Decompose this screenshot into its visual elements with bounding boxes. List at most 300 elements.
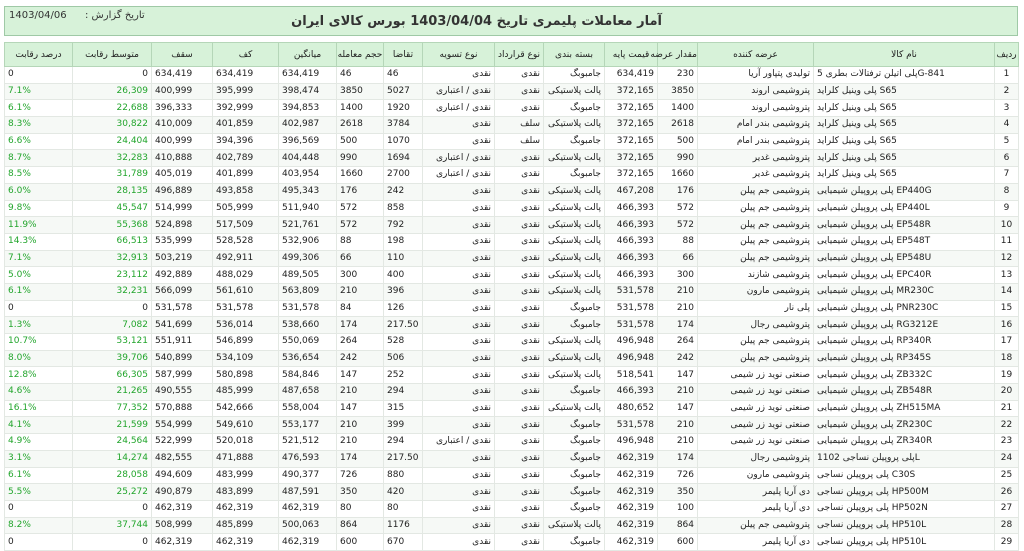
cell-competition-percent: 0 [5, 534, 73, 551]
cell-avg-competition: 24,404 [73, 133, 152, 150]
cell-trade-volume: 176 [337, 183, 384, 200]
cell-packaging: جامبوبگ [544, 417, 605, 434]
cell-packaging: جامبوبگ [544, 67, 605, 84]
column-header-average-price: میانگین [279, 43, 337, 67]
cell-demand: 198 [384, 233, 423, 250]
cell-offer-volume: 2618 [658, 117, 698, 134]
cell-packaging: جامبوبگ [544, 534, 605, 551]
cell-min-price: 531,578 [213, 300, 279, 317]
cell-contract-type: نقدی [495, 467, 544, 484]
table-row [5, 250, 1019, 267]
cell-competition-percent: 4.1% [5, 417, 73, 434]
cell-average-price: 462,319 [279, 500, 337, 517]
cell-max-price: 400,999 [152, 83, 213, 100]
cell-demand: 252 [384, 367, 423, 384]
cell-row-number: 17 [995, 334, 1019, 351]
table-row [5, 400, 1019, 417]
table-row [5, 434, 1019, 451]
cell-min-price: 634,419 [213, 67, 279, 84]
table-row [5, 233, 1019, 250]
cell-base-price: 531,578 [605, 317, 658, 334]
cell-min-price: 401,899 [213, 167, 279, 184]
cell-max-price: 566,099 [152, 283, 213, 300]
cell-min-price: 542,666 [213, 400, 279, 417]
cell-average-price: 403,954 [279, 167, 337, 184]
column-header-avg-competition: متوسط رقابت [73, 43, 152, 67]
trades-table [4, 42, 1019, 551]
cell-settlement-type: نقدی / اعتباری [423, 150, 495, 167]
cell-average-price: 553,177 [279, 417, 337, 434]
cell-competition-percent: 4.6% [5, 384, 73, 401]
cell-contract-type: نقدی [495, 450, 544, 467]
cell-competition-percent: 6.1% [5, 100, 73, 117]
cell-supplier: صنعتی نوید زر شیمی [698, 400, 814, 417]
cell-base-price: 531,578 [605, 300, 658, 317]
cell-settlement-type: نقدی / اعتباری [423, 434, 495, 451]
cell-product-name: پلی اتیلن ترفتالات بطری 5G-841 [814, 67, 995, 84]
cell-supplier: پتروشیمی اروند [698, 83, 814, 100]
cell-max-price: 400,999 [152, 133, 213, 150]
cell-competition-percent: 8.7% [5, 150, 73, 167]
cell-product-name: پلی وینیل کلراید S65 [814, 117, 995, 134]
cell-base-price: 466,393 [605, 200, 658, 217]
cell-competition-percent: 8.2% [5, 517, 73, 534]
cell-average-price: 558,004 [279, 400, 337, 417]
cell-supplier: پتروشیمی جم پیلن [698, 517, 814, 534]
cell-packaging: جامبوبگ [544, 167, 605, 184]
cell-max-price: 531,578 [152, 300, 213, 317]
cell-min-price: 488,029 [213, 267, 279, 284]
cell-settlement-type: نقدی [423, 450, 495, 467]
cell-demand: 400 [384, 267, 423, 284]
cell-row-number: 26 [995, 484, 1019, 501]
cell-product-name: پلی پروپیلن شیمیایی MR230C [814, 283, 995, 300]
cell-average-price: 402,987 [279, 117, 337, 134]
table-row [5, 283, 1019, 300]
cell-supplier: پتروشیمی جم پیلن [698, 250, 814, 267]
cell-packaging: پالت پلاستیکی [544, 267, 605, 284]
cell-average-price: 563,809 [279, 283, 337, 300]
cell-base-price: 466,393 [605, 250, 658, 267]
cell-contract-type: نقدی [495, 334, 544, 351]
cell-demand: 5027 [384, 83, 423, 100]
cell-base-price: 372,165 [605, 133, 658, 150]
cell-row-number: 21 [995, 400, 1019, 417]
cell-min-price: 394,396 [213, 133, 279, 150]
cell-settlement-type: نقدی [423, 317, 495, 334]
table-row [5, 117, 1019, 134]
table-row [5, 83, 1019, 100]
cell-demand: 506 [384, 350, 423, 367]
cell-min-price: 520,018 [213, 434, 279, 451]
cell-average-price: 398,474 [279, 83, 337, 100]
cell-average-price: 462,319 [279, 534, 337, 551]
cell-packaging: جامبوبگ [544, 300, 605, 317]
cell-demand: 315 [384, 400, 423, 417]
cell-average-price: 476,593 [279, 450, 337, 467]
cell-avg-competition: 21,265 [73, 384, 152, 401]
cell-row-number: 1 [995, 67, 1019, 84]
cell-avg-competition: 7,082 [73, 317, 152, 334]
cell-avg-competition: 37,744 [73, 517, 152, 534]
cell-base-price: 372,165 [605, 117, 658, 134]
cell-demand: 217.50 [384, 317, 423, 334]
cell-demand: 294 [384, 384, 423, 401]
cell-row-number: 16 [995, 317, 1019, 334]
cell-trade-volume: 174 [337, 450, 384, 467]
cell-offer-volume: 264 [658, 334, 698, 351]
cell-competition-percent: 5.5% [5, 484, 73, 501]
cell-supplier: پلی نار [698, 300, 814, 317]
cell-average-price: 500,063 [279, 517, 337, 534]
cell-row-number: 10 [995, 217, 1019, 234]
cell-average-price: 521,761 [279, 217, 337, 234]
cell-competition-percent: 14.3% [5, 233, 73, 250]
cell-average-price: 495,343 [279, 183, 337, 200]
cell-settlement-type: نقدی [423, 250, 495, 267]
cell-demand: 217.50 [384, 450, 423, 467]
cell-demand: 670 [384, 534, 423, 551]
cell-packaging: پالت پلاستیکی [544, 350, 605, 367]
cell-avg-competition: 55,368 [73, 217, 152, 234]
cell-min-price: 549,610 [213, 417, 279, 434]
cell-base-price: 462,319 [605, 450, 658, 467]
cell-max-price: 524,898 [152, 217, 213, 234]
cell-min-price: 528,528 [213, 233, 279, 250]
cell-supplier: پتروشیمی رجال [698, 450, 814, 467]
cell-min-price: 534,109 [213, 350, 279, 367]
cell-packaging: جامبوبگ [544, 500, 605, 517]
cell-min-price: 536,014 [213, 317, 279, 334]
cell-average-price: 489,505 [279, 267, 337, 284]
cell-offer-volume: 300 [658, 267, 698, 284]
cell-supplier: صنعتی نوید زر شیمی [698, 384, 814, 401]
cell-competition-percent: 6.0% [5, 183, 73, 200]
cell-trade-volume: 350 [337, 484, 384, 501]
cell-offer-volume: 210 [658, 417, 698, 434]
column-header-offer-volume: مقدار عرضه [658, 43, 698, 67]
cell-demand: 880 [384, 467, 423, 484]
cell-max-price: 535,999 [152, 233, 213, 250]
cell-product-name: پلی پروپیلن شیمیایی ZR230C [814, 417, 995, 434]
cell-supplier: پتروشیمی غدیر [698, 150, 814, 167]
cell-supplier: پتروشیمی جم پیلن [698, 233, 814, 250]
table-row [5, 67, 1019, 84]
cell-product-name: پلی پروپیلن نساجی C30S [814, 467, 995, 484]
cell-max-price: 396,333 [152, 100, 213, 117]
cell-offer-volume: 572 [658, 217, 698, 234]
cell-settlement-type: نقدی [423, 417, 495, 434]
cell-avg-competition: 0 [73, 67, 152, 84]
cell-max-price: 490,555 [152, 384, 213, 401]
cell-min-price: 462,319 [213, 534, 279, 551]
cell-settlement-type: نقدی [423, 133, 495, 150]
cell-min-price: 493,858 [213, 183, 279, 200]
cell-supplier: پتروشیمی جم پیلن [698, 217, 814, 234]
cell-offer-volume: 990 [658, 150, 698, 167]
cell-packaging: جامبوبگ [544, 450, 605, 467]
cell-contract-type: نقدی [495, 500, 544, 517]
cell-settlement-type: نقدی [423, 367, 495, 384]
cell-base-price: 496,948 [605, 350, 658, 367]
cell-product-name: پلی پروپیلن شیمیایی EP548U [814, 250, 995, 267]
cell-row-number: 11 [995, 233, 1019, 250]
cell-contract-type: سلف [495, 117, 544, 134]
cell-row-number: 14 [995, 283, 1019, 300]
cell-max-price: 587,999 [152, 367, 213, 384]
cell-demand: 1176 [384, 517, 423, 534]
cell-demand: 396 [384, 283, 423, 300]
cell-base-price: 466,393 [605, 233, 658, 250]
table-row [5, 334, 1019, 351]
cell-row-number: 15 [995, 300, 1019, 317]
cell-trade-volume: 147 [337, 367, 384, 384]
cell-base-price: 518,541 [605, 367, 658, 384]
cell-trade-volume: 726 [337, 467, 384, 484]
cell-contract-type: نقدی [495, 367, 544, 384]
cell-base-price: 531,578 [605, 417, 658, 434]
cell-competition-percent: 6.6% [5, 133, 73, 150]
cell-offer-volume: 230 [658, 67, 698, 84]
cell-max-price: 410,009 [152, 117, 213, 134]
table-row [5, 217, 1019, 234]
table-row [5, 267, 1019, 284]
cell-average-price: 532,906 [279, 233, 337, 250]
cell-offer-volume: 147 [658, 367, 698, 384]
cell-contract-type: نقدی [495, 283, 544, 300]
cell-avg-competition: 0 [73, 500, 152, 517]
cell-base-price: 480,652 [605, 400, 658, 417]
table-row [5, 517, 1019, 534]
cell-supplier: صنعتی نوید زر شیمی [698, 434, 814, 451]
cell-product-name: پلی پروپیلن شیمیایی RG3212E [814, 317, 995, 334]
table-row [5, 500, 1019, 517]
cell-packaging: پالت پلاستیکی [544, 183, 605, 200]
cell-average-price: 499,306 [279, 250, 337, 267]
cell-trade-volume: 2618 [337, 117, 384, 134]
cell-row-number: 4 [995, 117, 1019, 134]
cell-base-price: 466,393 [605, 217, 658, 234]
cell-avg-competition: 0 [73, 300, 152, 317]
cell-settlement-type: نقدی [423, 217, 495, 234]
cell-competition-percent: 16.1% [5, 400, 73, 417]
cell-product-name: پلی وینیل کلراید S65 [814, 133, 995, 150]
cell-demand: 110 [384, 250, 423, 267]
cell-max-price: 405,019 [152, 167, 213, 184]
cell-base-price: 462,319 [605, 484, 658, 501]
cell-product-name: پلی پروپیلن شیمیایی ZH515MA [814, 400, 995, 417]
cell-avg-competition: 31,789 [73, 167, 152, 184]
cell-competition-percent: 6.1% [5, 467, 73, 484]
cell-competition-percent: 12.8% [5, 367, 73, 384]
cell-contract-type: نقدی [495, 434, 544, 451]
cell-settlement-type: نقدی [423, 300, 495, 317]
cell-row-number: 20 [995, 384, 1019, 401]
cell-packaging: پالت پلاستیکی [544, 250, 605, 267]
cell-offer-volume: 1660 [658, 167, 698, 184]
cell-demand: 242 [384, 183, 423, 200]
cell-demand: 3784 [384, 117, 423, 134]
cell-max-price: 554,999 [152, 417, 213, 434]
cell-settlement-type: نقدی / اعتباری [423, 83, 495, 100]
cell-avg-competition: 45,547 [73, 200, 152, 217]
cell-max-price: 540,899 [152, 350, 213, 367]
cell-packaging: پالت پلاستیکی [544, 200, 605, 217]
cell-packaging: پالت پلاستیکی [544, 283, 605, 300]
cell-min-price: 462,319 [213, 500, 279, 517]
table-row [5, 317, 1019, 334]
cell-settlement-type: نقدی [423, 334, 495, 351]
header-row [5, 43, 1019, 67]
cell-max-price: 503,219 [152, 250, 213, 267]
cell-trade-volume: 3850 [337, 83, 384, 100]
cell-average-price: 394,853 [279, 100, 337, 117]
table-row [5, 183, 1019, 200]
table-body [5, 67, 1019, 551]
cell-settlement-type: نقدی [423, 350, 495, 367]
cell-offer-volume: 100 [658, 500, 698, 517]
table-row [5, 100, 1019, 117]
cell-product-name: پلی پروپیلن شیمیایی RP340R [814, 334, 995, 351]
cell-max-price: 496,889 [152, 183, 213, 200]
cell-settlement-type: نقدی [423, 233, 495, 250]
table-row [5, 534, 1019, 551]
cell-average-price: 634,419 [279, 67, 337, 84]
cell-supplier: پتروشیمی جم پیلن [698, 350, 814, 367]
cell-min-price: 483,899 [213, 484, 279, 501]
cell-supplier: دی آریا پلیمر [698, 484, 814, 501]
cell-min-price: 402,789 [213, 150, 279, 167]
cell-min-price: 505,999 [213, 200, 279, 217]
cell-min-price: 561,610 [213, 283, 279, 300]
cell-product-name: پلی پروپیلن شیمیایی EP548T [814, 233, 995, 250]
table-row [5, 367, 1019, 384]
column-header-min-price: کف [213, 43, 279, 67]
cell-trade-volume: 88 [337, 233, 384, 250]
cell-min-price: 546,899 [213, 334, 279, 351]
cell-trade-volume: 46 [337, 67, 384, 84]
cell-demand: 80 [384, 500, 423, 517]
cell-offer-volume: 350 [658, 484, 698, 501]
cell-contract-type: نقدی [495, 267, 544, 284]
cell-row-number: 6 [995, 150, 1019, 167]
cell-competition-percent: 8.0% [5, 350, 73, 367]
cell-trade-volume: 210 [337, 434, 384, 451]
cell-product-name: پلی وینیل کلراید S65 [814, 150, 995, 167]
cell-contract-type: نقدی [495, 217, 544, 234]
cell-base-price: 462,319 [605, 500, 658, 517]
cell-offer-volume: 210 [658, 384, 698, 401]
cell-contract-type: نقدی [495, 300, 544, 317]
column-header-base-price: قیمت پایه [605, 43, 658, 67]
report-header [4, 6, 1018, 36]
cell-avg-competition: 53,121 [73, 334, 152, 351]
table-row [5, 467, 1019, 484]
cell-base-price: 372,165 [605, 100, 658, 117]
cell-offer-volume: 600 [658, 534, 698, 551]
cell-row-number: 28 [995, 517, 1019, 534]
cell-product-name: پلی پروپیلن شیمیایی ZR340R [814, 434, 995, 451]
cell-trade-volume: 80 [337, 500, 384, 517]
cell-competition-percent: 7.1% [5, 250, 73, 267]
cell-competition-percent: 8.3% [5, 117, 73, 134]
cell-contract-type: نقدی [495, 200, 544, 217]
cell-contract-type: نقدی [495, 67, 544, 84]
cell-demand: 1920 [384, 100, 423, 117]
cell-trade-volume: 84 [337, 300, 384, 317]
cell-max-price: 410,888 [152, 150, 213, 167]
cell-base-price: 372,165 [605, 150, 658, 167]
cell-trade-volume: 147 [337, 400, 384, 417]
cell-offer-volume: 88 [658, 233, 698, 250]
cell-settlement-type: نقدی [423, 534, 495, 551]
cell-settlement-type: نقدی [423, 484, 495, 501]
cell-trade-volume: 600 [337, 534, 384, 551]
cell-demand: 420 [384, 484, 423, 501]
cell-demand: 1070 [384, 133, 423, 150]
column-header-demand: تقاضا [384, 43, 423, 67]
cell-base-price: 462,319 [605, 534, 658, 551]
cell-row-number: 5 [995, 133, 1019, 150]
cell-competition-percent: 10.7% [5, 334, 73, 351]
cell-packaging: پالت پلاستیکی [544, 517, 605, 534]
cell-avg-competition: 0 [73, 534, 152, 551]
cell-product-name: پلی پروپیلن شیمیایی ZB548R [814, 384, 995, 401]
cell-avg-competition: 14,274 [73, 450, 152, 467]
cell-demand: 858 [384, 200, 423, 217]
cell-supplier: صنعتی نوید زر شیمی [698, 417, 814, 434]
cell-trade-volume: 210 [337, 283, 384, 300]
cell-avg-competition: 26,309 [73, 83, 152, 100]
cell-offer-volume: 1400 [658, 100, 698, 117]
cell-packaging: پالت پلاستیکی [544, 150, 605, 167]
table-row [5, 350, 1019, 367]
cell-max-price: 551,911 [152, 334, 213, 351]
cell-base-price: 531,578 [605, 283, 658, 300]
column-header-contract-type: نوع قرارداد [495, 43, 544, 67]
cell-contract-type: نقدی [495, 100, 544, 117]
cell-packaging: پالت پلاستیکی [544, 233, 605, 250]
cell-product-name: پلی پروپیلن شیمیایی EP548R [814, 217, 995, 234]
cell-min-price: 392,999 [213, 100, 279, 117]
cell-demand: 126 [384, 300, 423, 317]
cell-offer-volume: 210 [658, 434, 698, 451]
cell-avg-competition: 30,822 [73, 117, 152, 134]
table-row [5, 384, 1019, 401]
cell-settlement-type: نقدی [423, 117, 495, 134]
cell-offer-volume: 572 [658, 200, 698, 217]
cell-offer-volume: 147 [658, 400, 698, 417]
cell-product-name: پلی پروپیلن شیمیایی EP440G [814, 183, 995, 200]
cell-average-price: 550,069 [279, 334, 337, 351]
column-header-row-number: ردیف [995, 43, 1019, 67]
cell-product-name: پلی پروپیلن نساجی 1102L [814, 450, 995, 467]
cell-settlement-type: نقدی [423, 267, 495, 284]
cell-competition-percent: 0 [5, 67, 73, 84]
cell-offer-volume: 726 [658, 467, 698, 484]
cell-average-price: 490,377 [279, 467, 337, 484]
cell-trade-volume: 572 [337, 200, 384, 217]
cell-packaging: جامبوبگ [544, 133, 605, 150]
cell-settlement-type: نقدی [423, 283, 495, 300]
cell-supplier: پتروشیمی بندر امام [698, 117, 814, 134]
cell-contract-type: نقدی [495, 317, 544, 334]
cell-supplier: دی آریا پلیمر [698, 534, 814, 551]
cell-packaging: جامبوبگ [544, 317, 605, 334]
cell-row-number: 13 [995, 267, 1019, 284]
column-header-product-name: نام کالا [814, 43, 995, 67]
cell-average-price: 511,940 [279, 200, 337, 217]
